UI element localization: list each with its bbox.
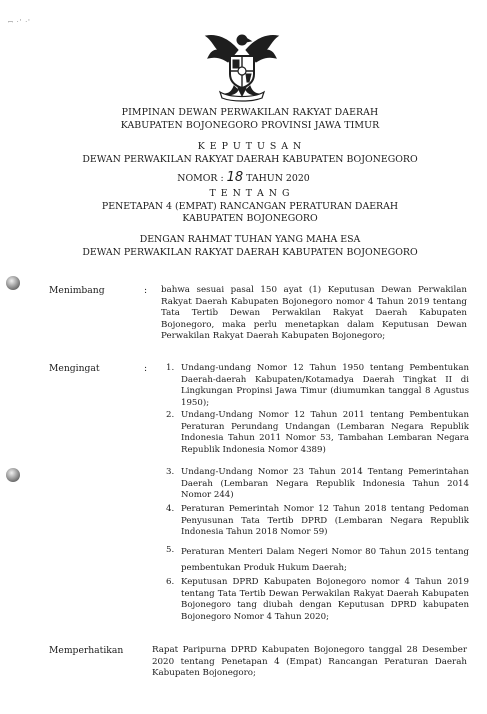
header-line-2: KABUPATEN BOJONEGORO PROVINSI JAWA TIMUR — [120, 120, 380, 131]
item-text: Keputusan DPRD Kabupaten Bojonegoro nomor 4 Tahun 2019 tentang Tata Tertib Dewan Perwakilan Rakyat Daerah Kabupaten Bojonegoro tang diubah dengan Keputusan DPRD kabupaten Bojonegoro Nomor 4 Tahun 2020; — [181, 577, 469, 622]
item-number: 4. — [166, 504, 175, 514]
item-text: Undang-undang Nomor 12 Tahun 1950 tentang Pembentukan Daerah-daerah Kabupaten/Kotamadya Daerah Tingkat II di Lingkungan Propinsi Jawa Timur (diumumkan tanggal 8 Agustus 1950); — [181, 363, 469, 408]
blessing-line-2: DEWAN PERWAKILAN RAKYAT DAERAH KABUPATEN BOJONEGORO — [82, 247, 418, 258]
item-text: Peraturan Pemerintah Nomor 12 Tahun 2018 tentang Pedoman Penyusunan Tata Tertib DPRD (Lembaran Negara Republik Indonesia Tahun 2018 Nomor 59) — [181, 504, 469, 538]
item-text: Peraturan Menteri Dalam Negeri Nomor 80 Tahun 2015 tentang pembentukan Produk Hukum Daerah; — [181, 547, 469, 573]
item-number: 3. — [166, 467, 175, 477]
menimbang-label: Menimbang — [49, 285, 105, 296]
decree-title: K E P U T U S A N — [197, 141, 303, 152]
menimbang-colon: : — [144, 285, 148, 296]
stamp-mark: ꟷ ·ꞌ ·ꞌ — [8, 19, 31, 26]
header-line-1: PIMPINAN DEWAN PERWAKILAN RAKYAT DAERAH — [121, 107, 379, 118]
punch-hole-bottom — [6, 468, 20, 482]
decree-number-line — [0, 170, 487, 185]
item-number: 2. — [166, 410, 175, 420]
garuda-emblem — [204, 28, 280, 102]
subject-line-1: PENETAPAN 4 (EMPAT) RANCANGAN PERATURAN DAERAH — [101, 201, 399, 212]
memperhatikan-label: Memperhatikan — [49, 645, 124, 656]
item-number: 6. — [166, 577, 175, 587]
item-number: 5. — [166, 545, 175, 555]
item-text: Undang-Undang Nomor 12 Tahun 2011 tentang Pembentukan Peraturan Perundang Undangan (Lembaran Negara Republik Indonesia Tahun 2011 Nomor 53, Tambahan Lembaran Negara Republik Indonesia Nomor 4389) — [181, 410, 469, 455]
memperhatikan-text: Rapat Paripurna DPRD Kabupaten Bojonegoro tanggal 28 Desember 2020 tentang Penetapan 4 (Empat) Rancangan Peraturan Daerah Kabupaten Bojonegoro; — [152, 645, 467, 679]
item-number: 1. — [166, 363, 175, 373]
item-text: Undang-Undang Nomor 23 Tahun 2014 Tentang Pemerintahan Daerah (Lembaran Negara Republik Indonesia Tahun 2014 Nomor 244) — [181, 467, 469, 501]
blessing-line-1: DENGAN RAHMAT TUHAN YANG MAHA ESA — [139, 234, 361, 245]
tahun-label: TAHUN 2020 — [246, 173, 310, 184]
punch-hole-top — [6, 276, 20, 290]
menimbang-text: bahwa sesuai pasal 150 ayat (1) Keputusan Dewan Perwakilan Rakyat Daerah Kabupaten Bojonegoro nomor 4 Tahun 2019 tentang Tata Tertib Dewan Perwakilan Rakyat Daerah Kabupaten Bojonegoro, maka perlu menetapkan dalam Keputusan Dewan Perwakilan Rakyat Daerah Kabupaten Bojonegoro; — [161, 285, 467, 342]
decree-institution: DEWAN PERWAKILAN RAKYAT DAERAH KABUPATEN BOJONEGORO — [82, 154, 418, 165]
tentang-heading: T E N T A N G — [209, 188, 291, 199]
nomor-label: NOMOR : — [177, 173, 224, 184]
nomor-value: 18 — [226, 170, 244, 185]
mengingat-colon: : — [144, 363, 148, 374]
subject-line-2: KABUPATEN BOJONEGORO — [182, 213, 318, 224]
mengingat-label: Mengingat — [49, 363, 100, 374]
